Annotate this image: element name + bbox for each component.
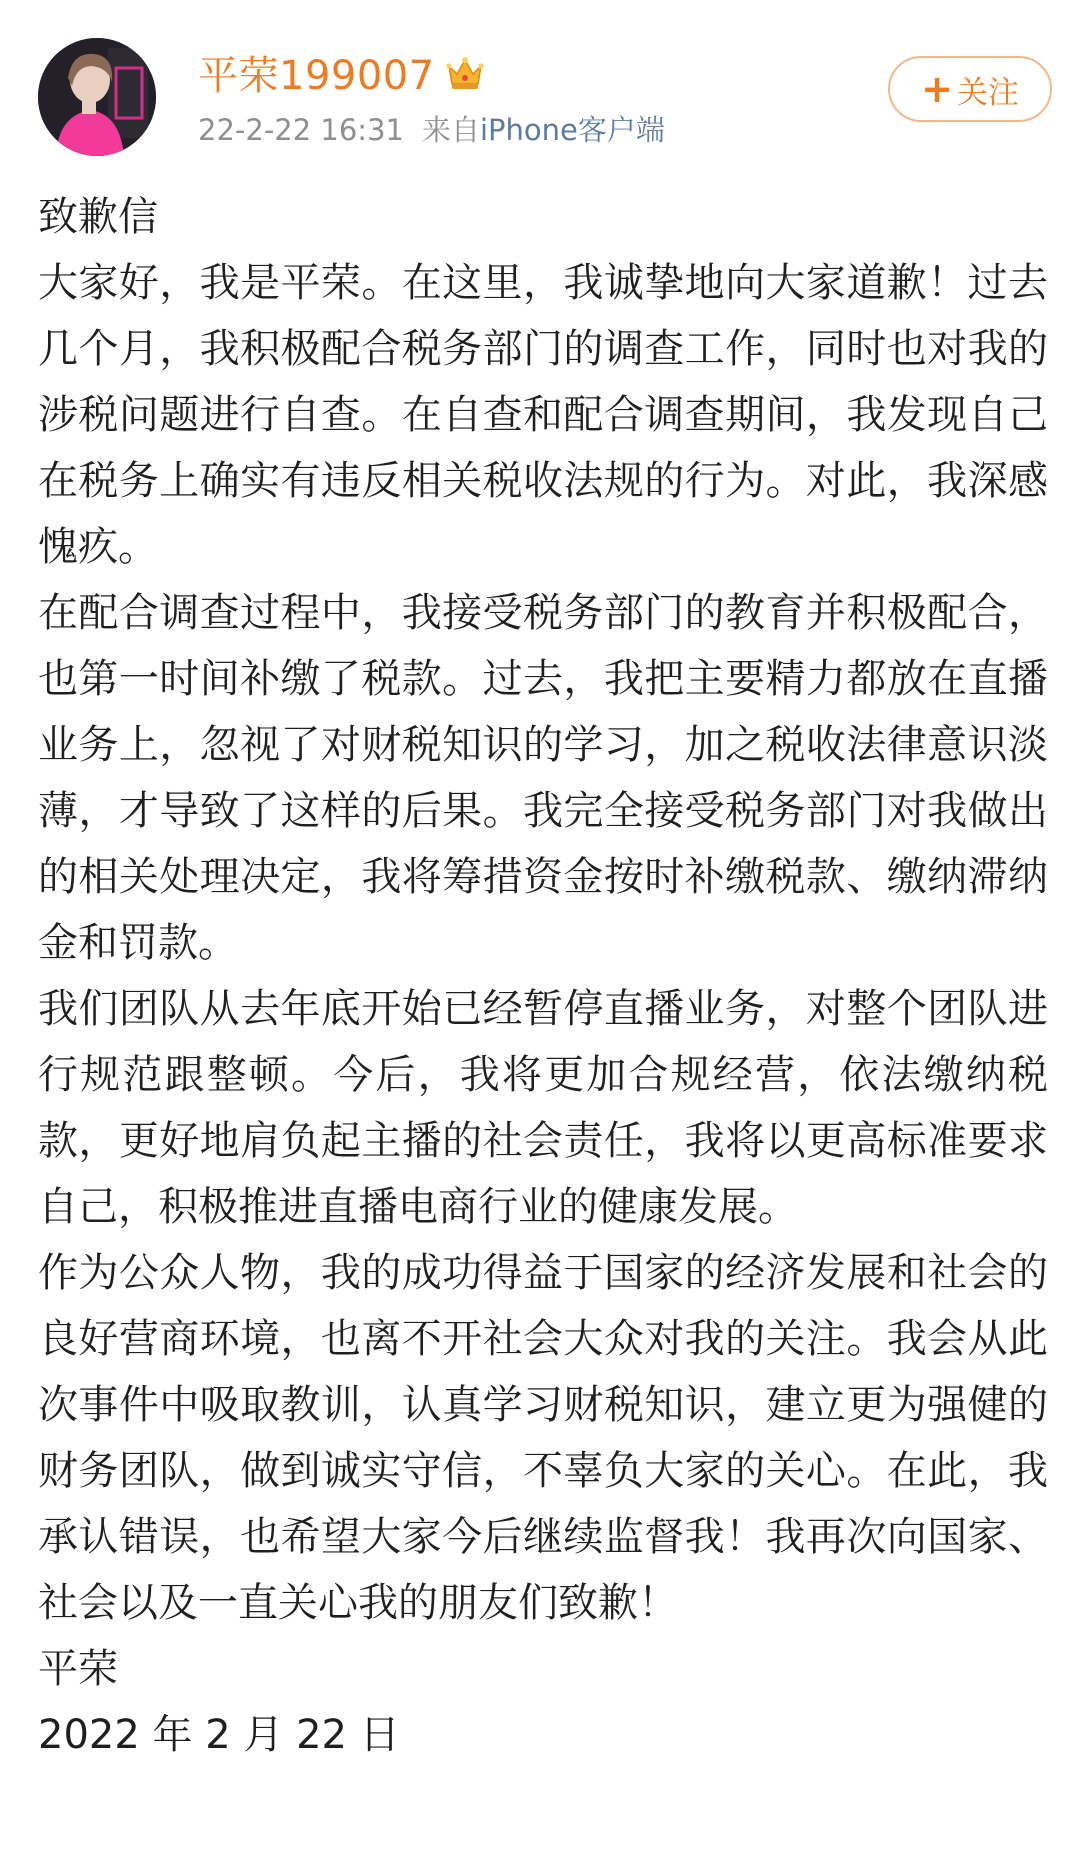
post-header: [0, 0, 1080, 170]
username-row: [198, 42, 487, 102]
crown-icon: [443, 52, 487, 92]
source-prefix: 来自: [421, 113, 480, 147]
follow-button[interactable]: [888, 56, 1052, 122]
source-device-link[interactable]: iPhone: [480, 113, 578, 147]
username[interactable]: 平荣199007: [198, 52, 435, 99]
follow-label: 关注: [956, 74, 1019, 111]
letter-paragraph: 作为公众人物，我的成功得益于国家的经济发展和社会的良好营商环境，也离不开社会大众对我的关注。我会从此次事件中吸取教训，认真学习财税知识，建立更为强健的财务团队，做到诚实守信，不辜负大家的关心。在此，我承认错误，也希望大家今后继续监督我！我再次向国家、社会以及一直关心我的朋友们致歉！: [38, 1250, 1048, 1626]
post-timestamp: 22-2-22 16:31: [198, 113, 404, 147]
post-meta: [198, 108, 665, 149]
avatar[interactable]: [38, 38, 156, 156]
avatar-photo: [38, 38, 156, 156]
letter-paragraph: 在配合调查过程中，我接受税务部门的教育并积极配合，也第一时间补缴了税款。过去，我把主要精力都放在直播业务上，忽视了对财税知识的学习，加之税收法律意识淡薄，才导致了这样的后果。我完全接受税务部门对我做出的相关处理决定，我将筹措资金按时补缴税款、缴纳滞纳金和罚款。: [38, 590, 1048, 966]
source-suffix[interactable]: 客户端: [577, 113, 665, 147]
letter-title: 致歉信: [38, 194, 158, 240]
plus-icon: +: [921, 67, 953, 111]
letter-paragraph: 我们团队从去年底开始已经暂停直播业务，对整个团队进行规范跟整顿。今后，我将更加合规经营，依法缴纳税款，更好地肩负起主播的社会责任，我将以更高标准要求自己，积极推进直播电商行业的健康发展。: [38, 986, 1048, 1230]
post-body: [38, 184, 1048, 1768]
letter-date: 2022 年 2 月 22 日: [38, 1712, 400, 1758]
letter-signature: 平荣: [38, 1646, 118, 1692]
letter-paragraph: 大家好，我是平荣。在这里，我诚挚地向大家道歉！过去几个月，我积极配合税务部门的调查工作，同时也对我的涉税问题进行自查。在自查和配合调查期间，我发现自己在税务上确实有违反相关税收法规的行为。对此，我深感愧疚。: [38, 260, 1048, 570]
